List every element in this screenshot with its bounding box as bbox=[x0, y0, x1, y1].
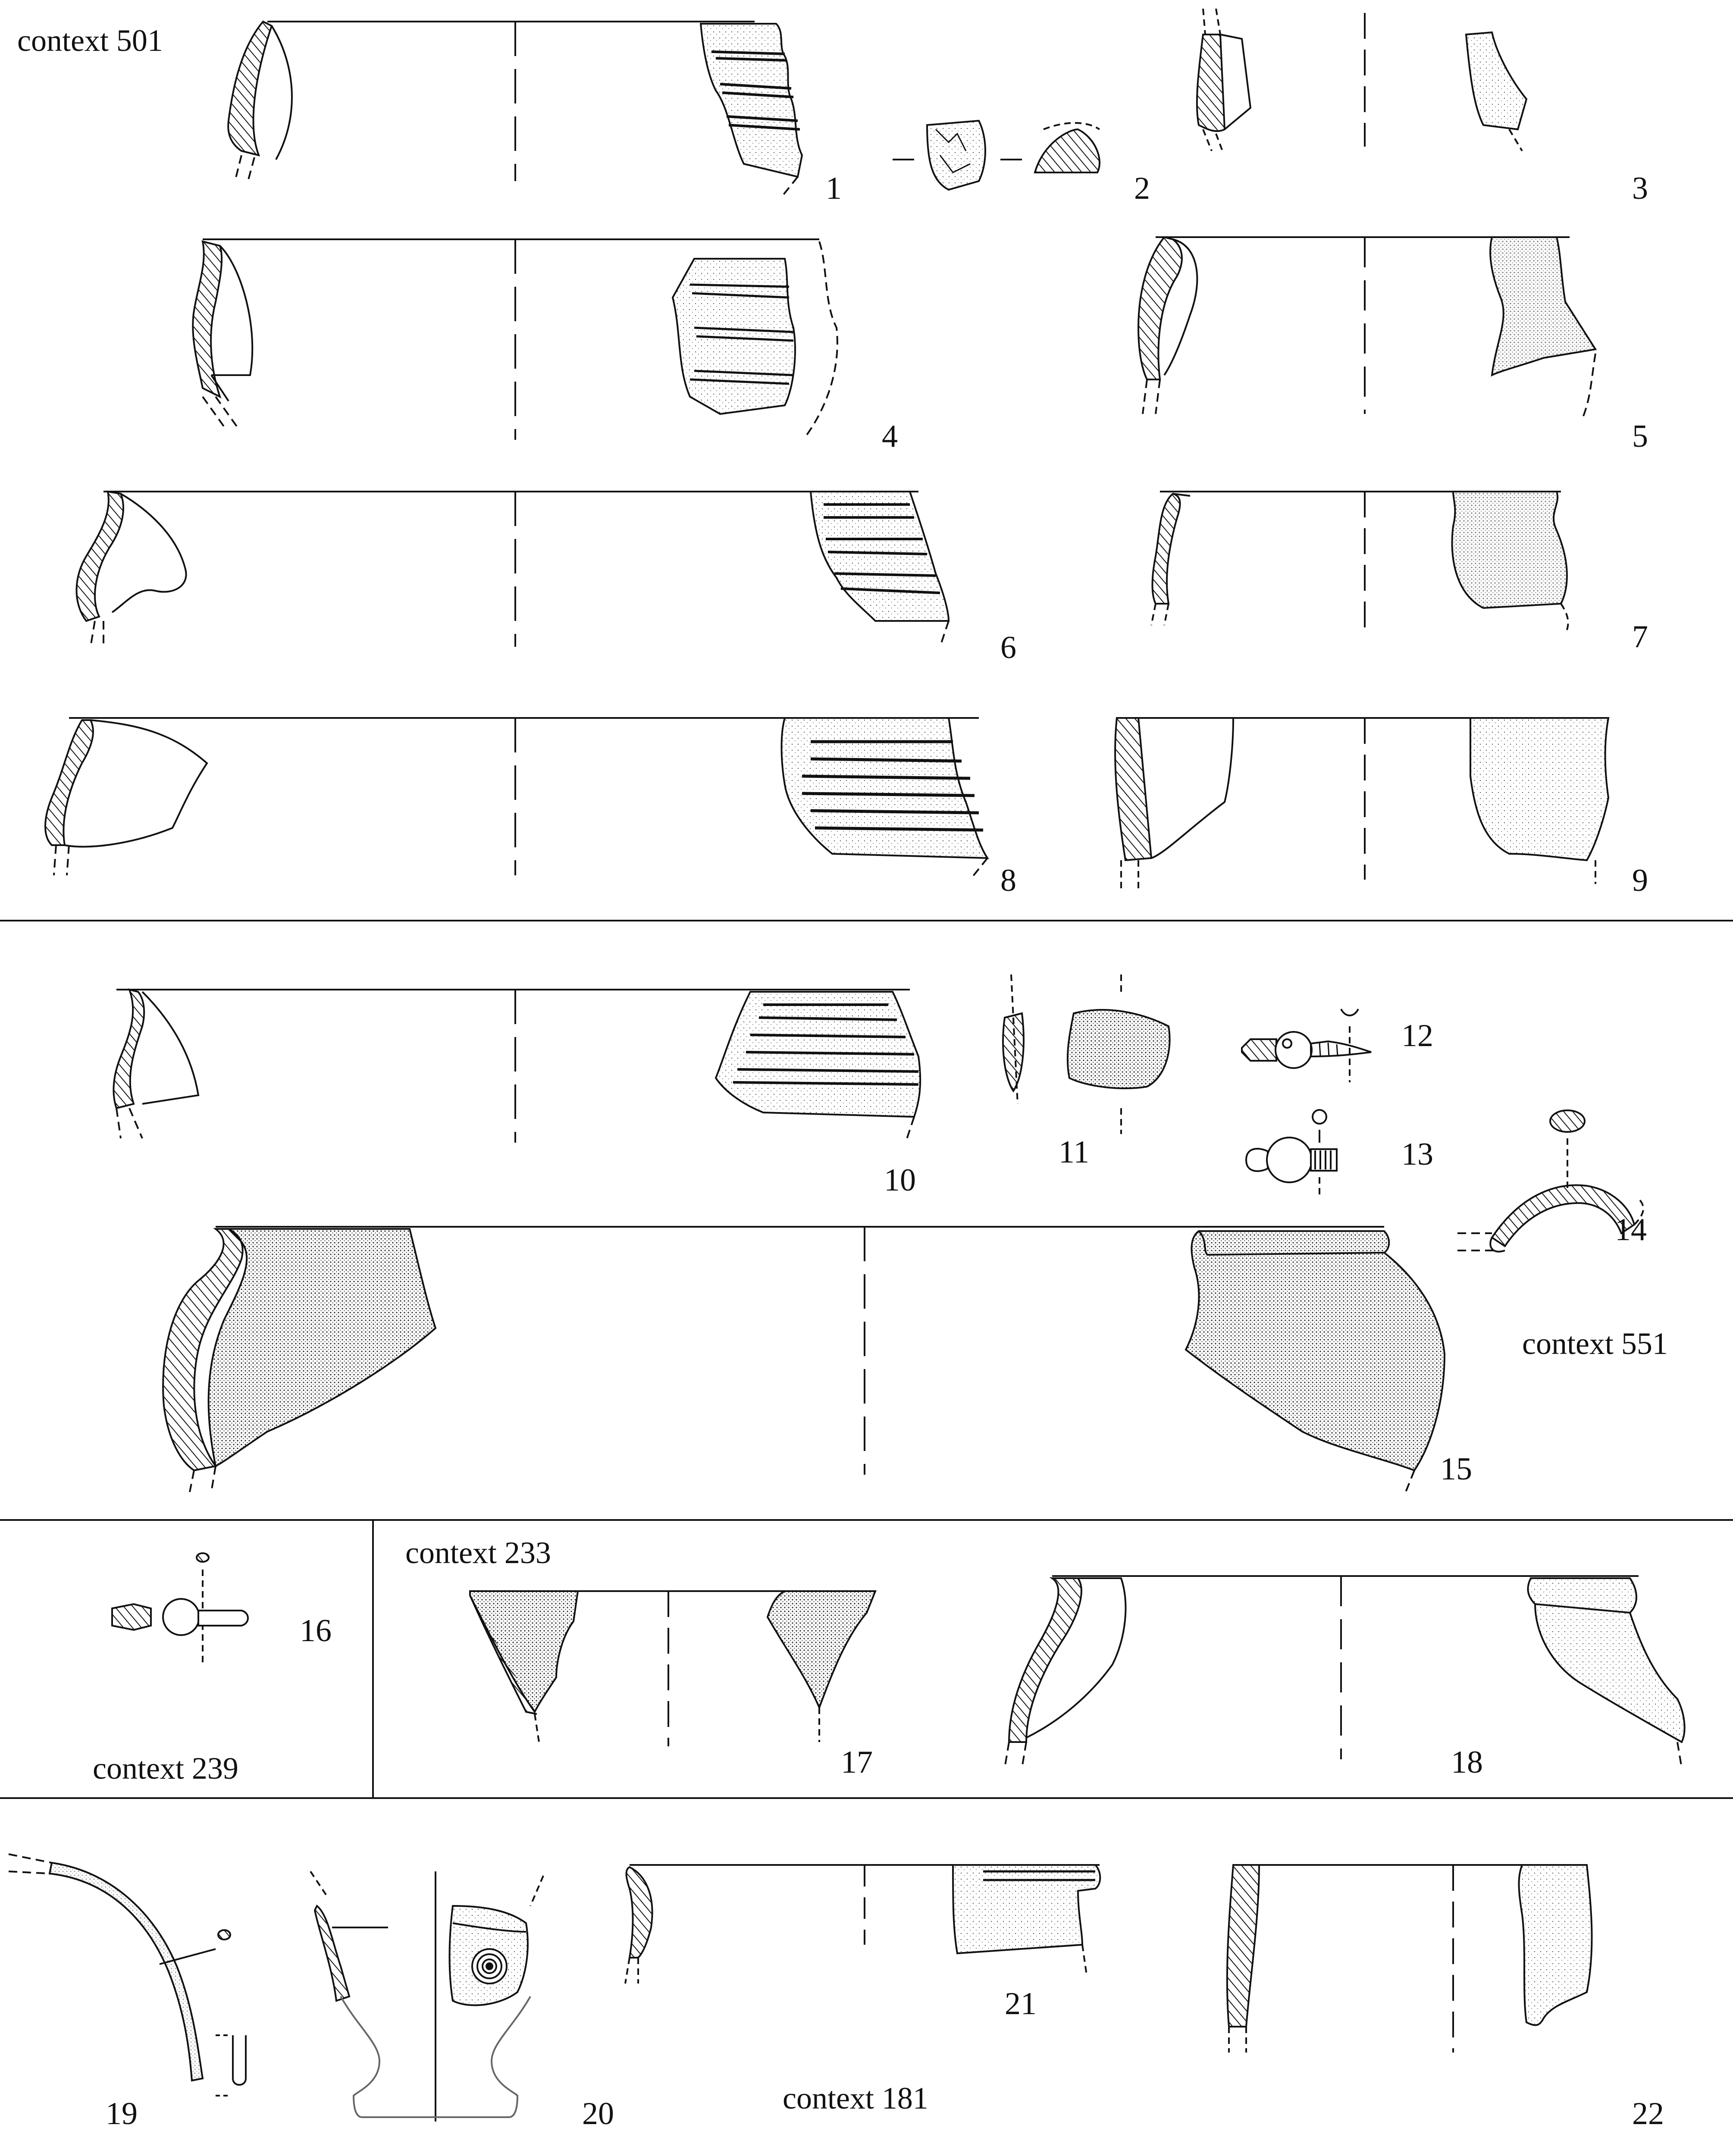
pin-12 bbox=[1242, 1009, 1371, 1082]
fragment-11 bbox=[1003, 975, 1169, 1134]
context-239-label: context 239 bbox=[93, 1751, 238, 1786]
item-number-1: 1 bbox=[826, 171, 842, 206]
vessel-17 bbox=[470, 1591, 875, 1746]
item-number-10: 10 bbox=[884, 1163, 916, 1198]
vessel-6 bbox=[77, 492, 949, 647]
item-number-14: 14 bbox=[1615, 1212, 1647, 1247]
item-number-7: 7 bbox=[1632, 619, 1648, 655]
vessel-9 bbox=[1115, 718, 1608, 888]
item-number-20: 20 bbox=[582, 2096, 614, 2131]
fragment-3 bbox=[1197, 9, 1526, 151]
vessel-10 bbox=[113, 990, 920, 1143]
vessel-8 bbox=[45, 718, 987, 880]
rod-19 bbox=[9, 1854, 246, 2096]
vessel-20 bbox=[310, 1871, 543, 2122]
item-number-19: 19 bbox=[106, 2096, 138, 2131]
item-number-22: 22 bbox=[1632, 2096, 1664, 2131]
context-181-label: context 181 bbox=[783, 2081, 928, 2115]
vessel-15 bbox=[163, 1227, 1445, 1492]
item-number-17: 17 bbox=[841, 1745, 873, 1780]
item-number-12: 12 bbox=[1401, 1018, 1433, 1053]
vessel-4 bbox=[193, 239, 837, 440]
item-number-2: 2 bbox=[1134, 171, 1150, 206]
context-551-label: context 551 bbox=[1522, 1326, 1668, 1361]
vessel-21 bbox=[625, 1865, 1100, 1984]
vessel-1 bbox=[228, 22, 802, 198]
vessel-5 bbox=[1138, 237, 1595, 418]
context-233-label: context 233 bbox=[405, 1536, 551, 1570]
pin-13 bbox=[1246, 1110, 1337, 1199]
pin-16 bbox=[112, 1553, 248, 1664]
item-number-11: 11 bbox=[1059, 1134, 1090, 1170]
item-number-3: 3 bbox=[1632, 171, 1648, 206]
item-number-16: 16 bbox=[300, 1613, 332, 1648]
item-number-4: 4 bbox=[882, 419, 898, 454]
item-number-9: 9 bbox=[1632, 863, 1648, 898]
item-number-18: 18 bbox=[1451, 1745, 1483, 1780]
item-number-13: 13 bbox=[1401, 1137, 1433, 1172]
item-number-5: 5 bbox=[1632, 419, 1648, 454]
vessel-7 bbox=[1151, 492, 1568, 634]
item-number-21: 21 bbox=[1005, 1986, 1037, 2021]
fragment-2 bbox=[893, 121, 1100, 190]
vessel-18 bbox=[1005, 1576, 1685, 1768]
vessel-22 bbox=[1227, 1865, 1592, 2053]
item-number-8: 8 bbox=[1000, 863, 1016, 898]
item-number-15: 15 bbox=[1440, 1451, 1472, 1487]
context-501-label: context 501 bbox=[17, 23, 163, 58]
item-number-6: 6 bbox=[1000, 630, 1016, 665]
